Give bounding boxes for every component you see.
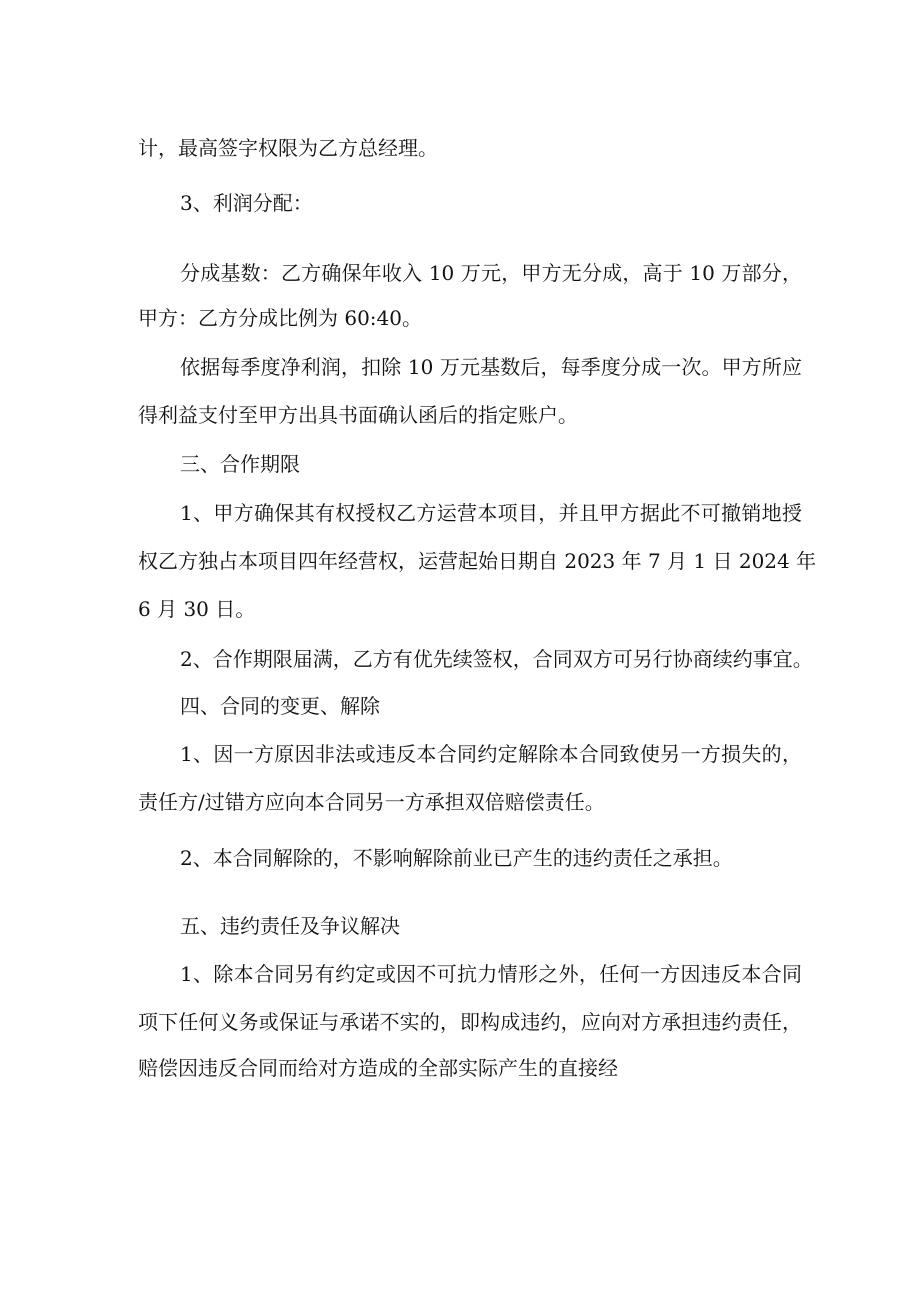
text-line: 计，最高签字权限为乙方总经理。: [138, 136, 438, 160]
text-line: 分成基数：乙方确保年收入 10 万元，甲方无分成，高于 10 万部分，: [180, 261, 802, 285]
text-line: 甲方：乙方分成比例为 60:40。: [138, 306, 422, 330]
text-line: 得利益支付至甲方出具书面确认函后的指定账户。: [138, 403, 578, 427]
text-line: 6 月 30 日。: [138, 597, 256, 621]
section-heading: 四、合同的变更、解除: [180, 694, 380, 718]
section-heading: 3、利润分配：: [180, 191, 313, 215]
text-line: 责任方/过错方应向本合同另一方承担双倍赔偿责任。: [138, 790, 605, 814]
text-line: 1、因一方原因非法或违反本合同约定解除本合同致使另一方损失的，: [180, 742, 802, 766]
text-line: 项下任何义务或保证与承诺不实的，即构成违约，应向对方承担违约责任，: [138, 1010, 802, 1034]
text-line: 2、本合同解除的，不影响解除前业已产生的违约责任之承担。: [180, 846, 733, 870]
text-line: 赔偿因违反合同而给对方造成的全部实际产生的直接经: [138, 1056, 618, 1080]
text-line: 依据每季度净利润，扣除 10 万元基数后，每季度分成一次。甲方所应: [180, 355, 802, 379]
text-line: 2、合作期限届满，乙方有优先续签权，合同双方可另行协商续约事宜。: [180, 647, 813, 671]
section-heading: 三、合作期限: [180, 452, 300, 476]
text-line: 权乙方独占本项目四年经营权，运营起始日期自 2023 年 7 月 1 日 2024 年: [138, 549, 817, 573]
text-line: 1、除本合同另有约定或因不可抗力情形之外，任何一方因违反本合同: [180, 962, 802, 986]
text-line: 1、甲方确保其有权授权乙方运营本项目，并且甲方据此不可撤销地授: [180, 501, 802, 525]
section-heading: 五、违约责任及争议解决: [180, 914, 400, 938]
